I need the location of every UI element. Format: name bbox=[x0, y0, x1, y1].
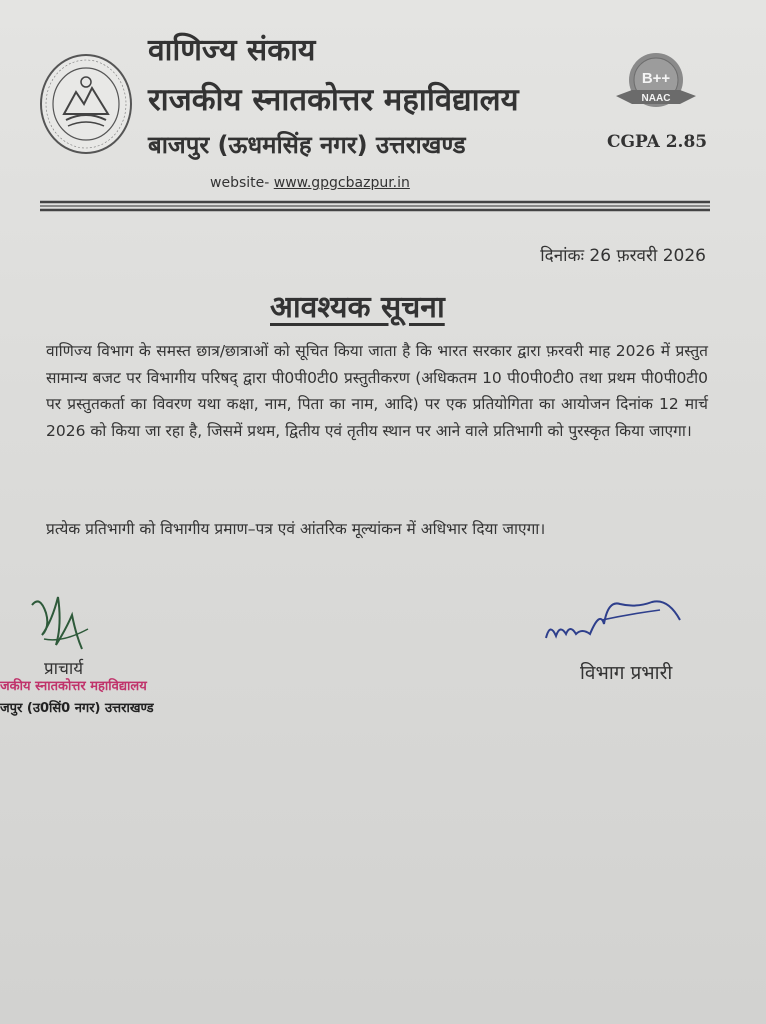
header-divider bbox=[40, 196, 710, 216]
naac-grade: B++ bbox=[641, 70, 671, 87]
website-link[interactable]: www.gpgcbazpur.in bbox=[273, 175, 410, 191]
notice-date: दिनांकः 26 फ़रवरी 2026 bbox=[540, 246, 706, 266]
naac-badge-icon bbox=[614, 50, 698, 120]
website-label: website- bbox=[210, 175, 270, 191]
college-name: राजकीय स्नातकोत्तर महाविद्यालय bbox=[148, 82, 519, 118]
college-address: बाजपुर (ऊधमसिंह नगर) उत्तराखण्ड bbox=[148, 131, 466, 159]
department-name: वाणिज्य संकाय bbox=[148, 33, 316, 68]
naac-label: NAAC bbox=[641, 93, 671, 104]
department-incharge-title: विभाग प्रभारी bbox=[580, 662, 673, 684]
notice-title: आवश्यक सूचना bbox=[270, 290, 445, 325]
cgpa-score: CGPA 2.85 bbox=[607, 132, 708, 152]
notice-paragraph-1: वाणिज्य विभाग के समस्त छात्र/छात्राओं को सूचित किया जाता है कि भारत सरकार द्वारा फ़रवरी माह 2026 में प्रस्तुत सामान्य बजट पर विभागीय परिषद् द्वारा पी0पी0टी0 प्रस्तुतीकरण (अधिकतम 10 पी0पी0टी0 तथा प्रथम पी0पी0टी0 पर प्रस्तुतकर्ता का विवरण यथा कक्षा, नाम, पिता का नाम, आदि) पर एक प्रतियोगिता का आयोजन दिनांक 12 मार्च 2026 को किया जा रहा है, जिसमें प्रथम, द्वितीय एवं तृतीय स्थान पर आने वाले प्रतिभागी को पुरस्कृत किया जाएगा। bbox=[46, 342, 708, 440]
website-line bbox=[210, 175, 410, 191]
principal-title: प्राचार्य bbox=[44, 659, 84, 679]
college-emblem-logo bbox=[38, 52, 134, 156]
principal-signature bbox=[22, 585, 102, 665]
principal-stamp-college: जकीय स्नातकोत्तर महाविद्यालय bbox=[0, 679, 147, 694]
department-incharge-signature bbox=[540, 590, 690, 650]
principal-stamp-address: जपुर (उ0सिं0 नगर) उत्तराखण्ड bbox=[0, 701, 154, 716]
notice-paragraph-2: प्रत्येक प्रतिभागी को विभागीय प्रमाण–पत्र एवं आंतरिक मूल्यांकन में अधिभार दिया जाएगा। bbox=[46, 520, 546, 538]
